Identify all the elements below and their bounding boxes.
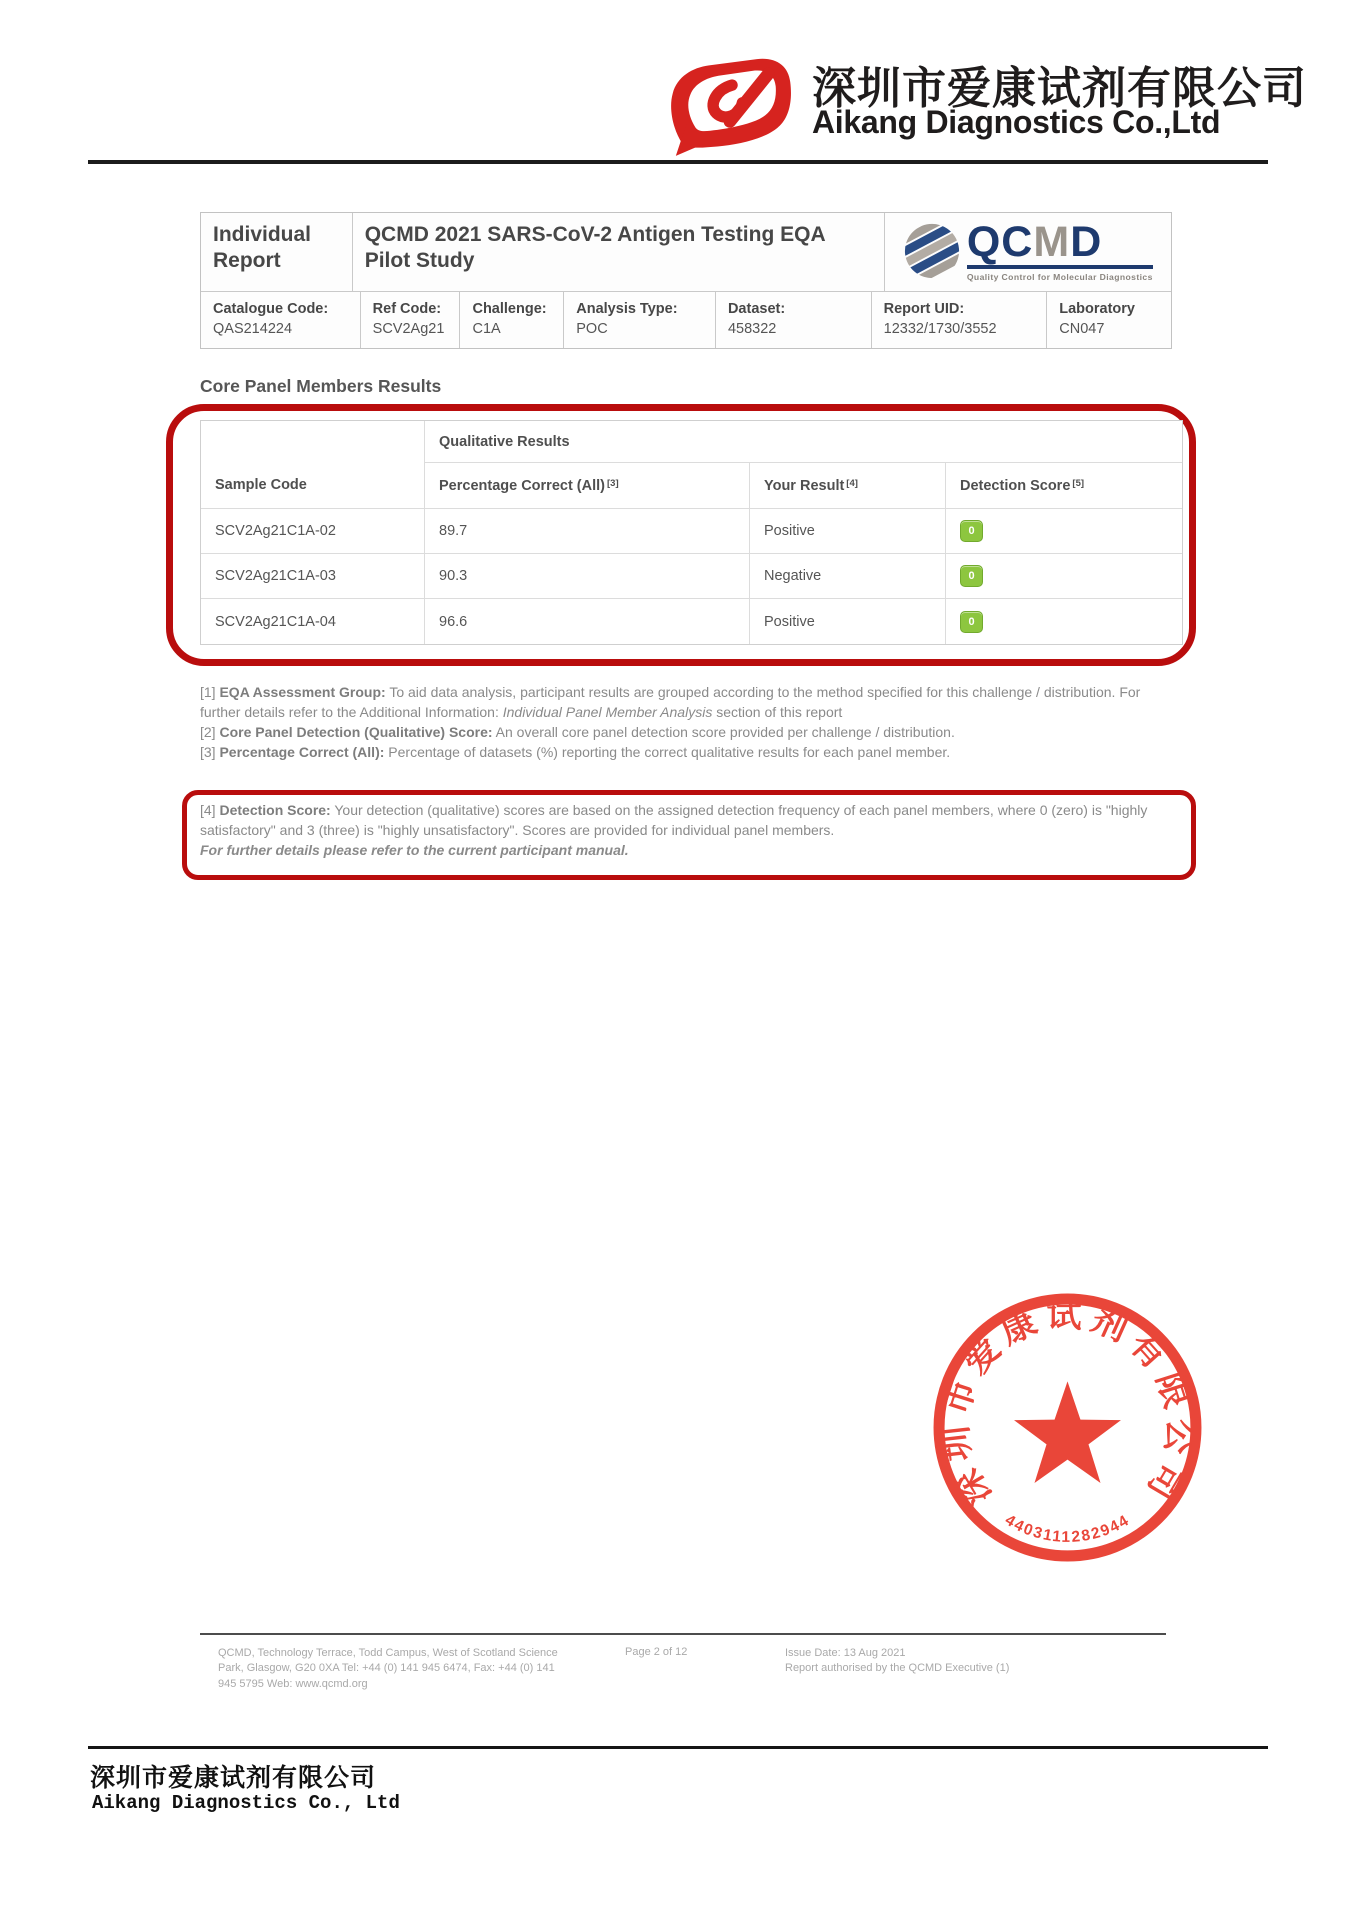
table-row-cell-sample-code: SCV2Ag21C1A-04	[201, 599, 425, 644]
meta-ref-code: Ref Code: SCV2Ag21	[361, 292, 461, 348]
seal-star-icon	[1014, 1381, 1121, 1483]
footer-address: QCMD, Technology Terrace, Todd Campus, West of Scotland Science Park, Glasgow, G20 0XA Tel: +44 (0) 141 945 6474, Fax: +44 (0) 141 945 5795 Web: www.qcmd.org	[218, 1647, 558, 1690]
table-row-cell-detection-score	[946, 509, 1182, 554]
report-type: Individual Report	[201, 213, 353, 291]
footnote-1: [1] EQA Assessment Group: To aid data analysis, participant results are grouped according to the method specified for this challenge / distribution. For further details refer to the Additional Information: Individual Panel Member Analysis section of this report	[200, 684, 1141, 721]
meta-dataset: Dataset: 458322	[716, 292, 872, 348]
seal-arc-text: 深圳市爱康试剂有限公司	[934, 1296, 1201, 1513]
column-header-your-result: Your Result [4]	[750, 463, 946, 509]
qcmd-letter: M	[1033, 218, 1071, 267]
meta-laboratory: Laboratory CN047	[1059, 301, 1135, 338]
bottom-company-name-en: Aikang Diagnostics Co., Ltd	[92, 1792, 400, 1814]
table-row-cell-sample-code: SCV2Ag21C1A-03	[201, 554, 425, 599]
qcmd-letter: Q	[966, 218, 1002, 267]
table-row-cell-sample-code: SCV2Ag21C1A-02	[201, 509, 425, 554]
core-panel-results-table	[200, 420, 1183, 645]
table-row-cell-percentage: 96.6	[425, 599, 750, 644]
report-meta-row	[201, 292, 1171, 348]
detection-score-badge: 0	[960, 520, 983, 542]
svg-text:4403111282944	[1002, 1512, 1133, 1546]
meta-report-uid: Report UID: 12332/1730/3552	[872, 292, 1048, 348]
company-seal-stamp	[925, 1285, 1210, 1570]
qcmd-logo	[885, 213, 1171, 291]
brand-company-name-cn: 深圳市爱康试剂有限公司	[812, 64, 1307, 113]
detection-score-badge: 0	[960, 565, 983, 587]
qcmd-globe-icon	[903, 222, 961, 280]
aikang-heart-logo-icon	[666, 56, 798, 160]
header-divider	[88, 160, 1268, 164]
detection-score-badge: 0	[960, 611, 983, 633]
table-row-cell-percentage: 89.7	[425, 509, 750, 554]
report-title-row	[201, 213, 1171, 292]
column-header-sample-code: Sample Code	[201, 421, 425, 509]
footer-divider	[200, 1633, 1166, 1635]
qcmd-tagline: Quality Control for Molecular Diagnostics	[966, 271, 1153, 282]
meta-analysis-type: Analysis Type: POC	[564, 292, 716, 348]
meta-catalogue-code: Catalogue Code: QAS214224	[201, 292, 361, 348]
column-group-header-qualitative-results: Qualitative Results	[425, 421, 1182, 463]
footer-issue-date: Issue Date: 13 Aug 2021	[785, 1647, 906, 1659]
table-row-cell-percentage: 90.3	[425, 554, 750, 599]
table-row-cell-your-result: Positive	[750, 599, 946, 644]
qcmd-letter: C	[1001, 218, 1034, 267]
footer-authorised: Report authorised by the QCMD Executive (1)	[785, 1662, 1010, 1675]
bottom-divider	[88, 1746, 1268, 1749]
footnote-3: [3] Percentage Correct (All): Percentage of datasets (%) reporting the correct qualitative results for each panel member.	[200, 744, 951, 761]
qcmd-letter: D	[1070, 218, 1103, 267]
report-header-table	[200, 212, 1172, 349]
brand-company-name-en: Aikang Diagnostics Co.,Ltd	[812, 104, 1221, 140]
footnote-4-highlighted: [4] Detection Score: Your detection (qualitative) scores are based on the assigned detection frequency of each panel members, where 0 (zero) is "highly satisfactory" and 3 (three) is "highly unsatisfactory". Scores are provided for individual panel members. For further details please refer to the current participant manual.	[200, 802, 1148, 859]
meta-challenge: Challenge: C1A	[460, 292, 564, 348]
footnote-2: [2] Core Panel Detection (Qualitative) Score: An overall core panel detection score provided per challenge / distribution.	[200, 724, 955, 741]
seal-serial-number: 4403111282944	[1001, 1511, 1134, 1546]
qcmd-wordmark	[966, 218, 1153, 282]
table-row-cell-detection-score	[946, 554, 1182, 599]
table-row-cell-your-result: Positive	[750, 509, 946, 554]
footer-issue-block	[785, 1646, 1009, 1677]
column-header-detection-score: Detection Score [5]	[946, 463, 1182, 509]
table-row-cell-detection-score	[946, 599, 1182, 644]
column-header-percentage-correct: Percentage Correct (All) [3]	[425, 463, 750, 509]
section-heading: Core Panel Members Results	[200, 376, 442, 396]
participant-manual-note: For further details please refer to the current participant manual.	[200, 842, 629, 859]
bottom-company-name-cn: 深圳市爱康试剂有限公司	[90, 1765, 377, 1792]
table-row-cell-your-result: Negative	[750, 554, 946, 599]
study-title: QCMD 2021 SARS-CoV-2 Antigen Testing EQA Pilot Study	[353, 213, 885, 291]
footnotes-block	[200, 682, 1168, 763]
footer-page-number: Page 2 of 12	[625, 1646, 688, 1658]
